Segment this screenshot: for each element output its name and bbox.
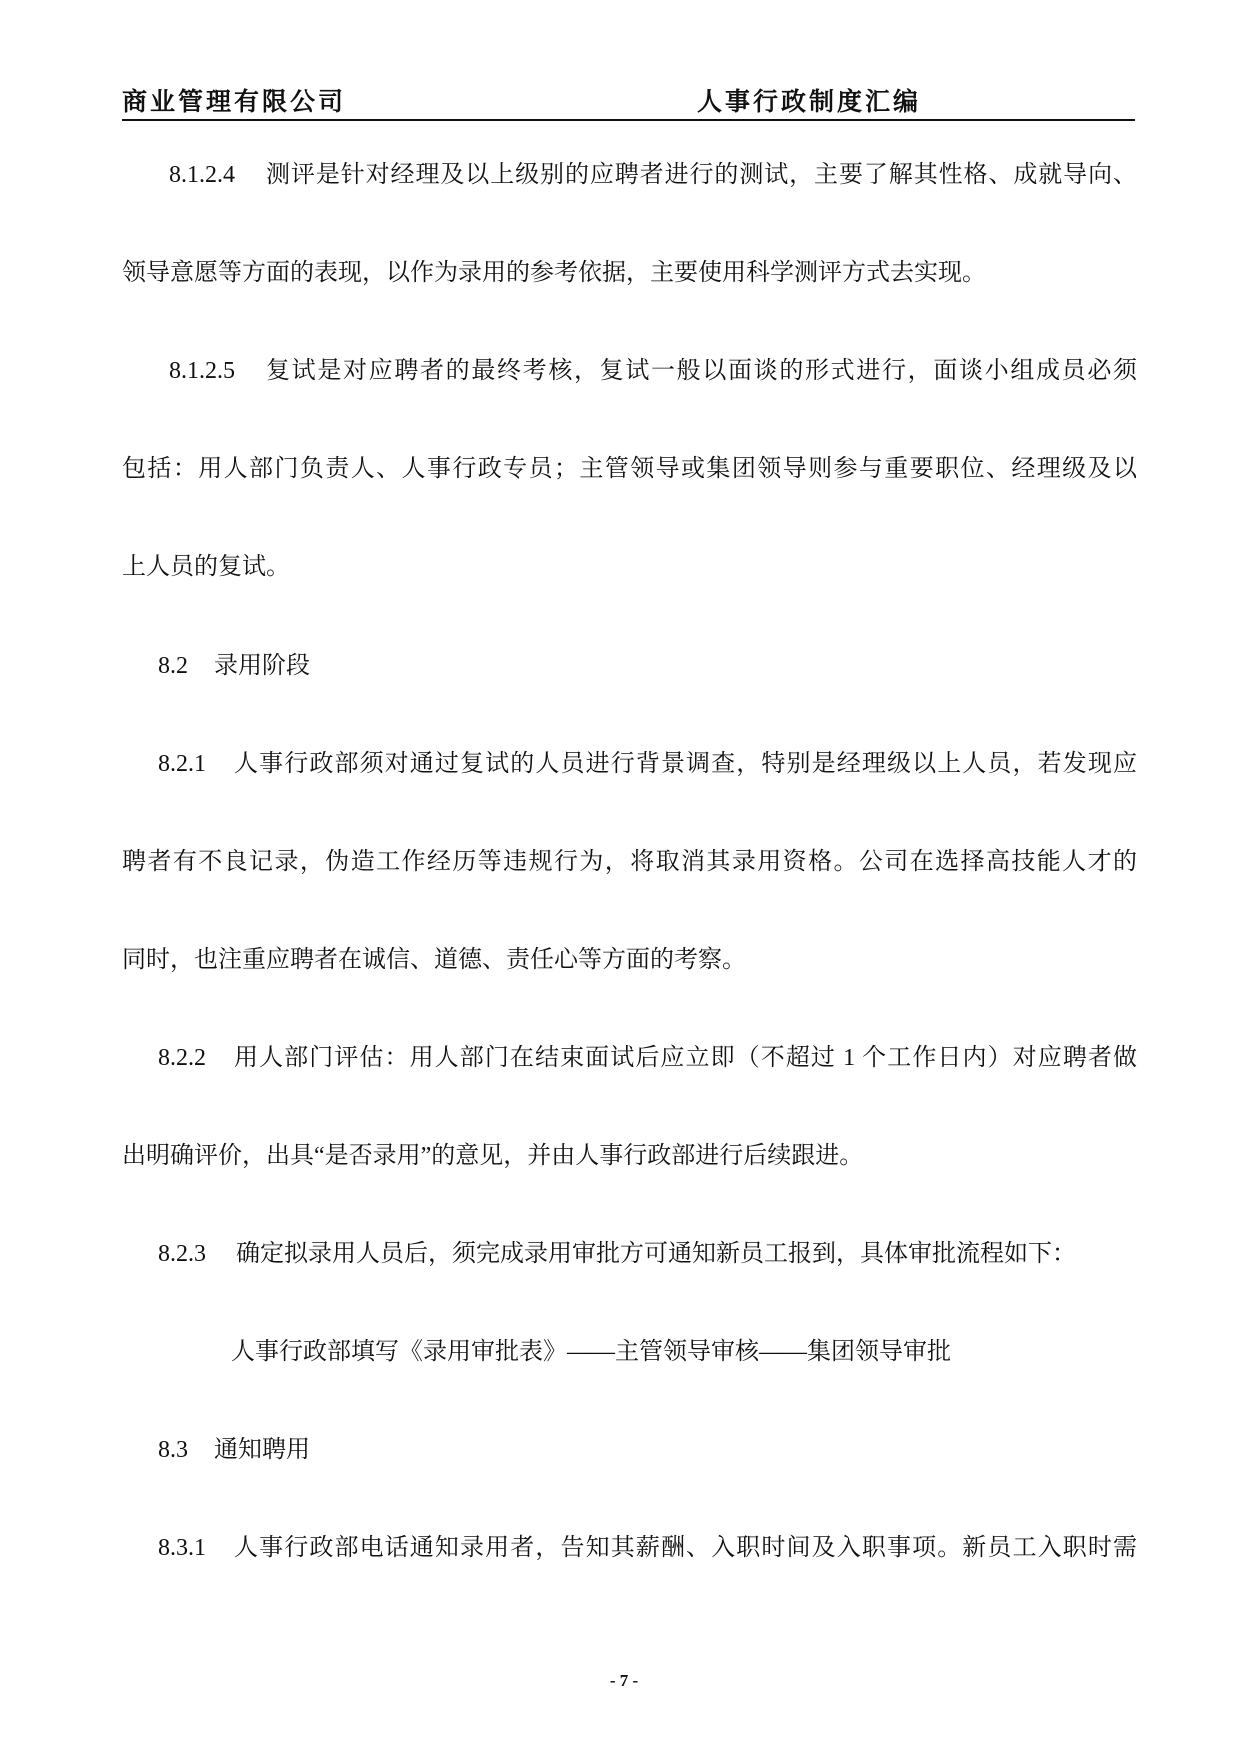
page-number: - 7 - xyxy=(609,1671,639,1690)
paragraph-line xyxy=(158,1205,1137,1303)
section-number: 8.3 xyxy=(158,1437,188,1463)
paragraph-text: 包括：用人部门负责人、人事行政专员；主管领导或集团领导则参与重要职位、经理级及以 xyxy=(122,456,1137,482)
document-title: 人事行政制度汇编 xyxy=(697,87,922,116)
section-heading xyxy=(158,617,1137,715)
paragraph-text: 测评是针对经理及以上级别的应聘者进行的测试，主要了解其性格、成就导向、 xyxy=(266,162,1137,188)
paragraph-line xyxy=(122,1107,1137,1205)
paragraph-line xyxy=(122,224,1137,322)
paragraph-text: 用人部门评估：用人部门在结束面试后应立即（不超过 1 个工作日内）对应聘者做 xyxy=(234,1045,1137,1071)
paragraph-text: 复试是对应聘者的最终考核，复试一般以面谈的形式进行，面谈小组成员必须 xyxy=(266,358,1137,384)
section-number: 8.1.2.4 xyxy=(169,162,235,188)
paragraph-text: 出明确评价，出具“是否录用”的意见，并由人事行政部进行后续跟进。 xyxy=(122,1143,864,1169)
section-number: 8.2 xyxy=(158,653,188,679)
paragraph-text: 上人员的复试。 xyxy=(122,554,290,580)
paragraph-line xyxy=(122,813,1137,911)
company-name: 商业管理有限公司 xyxy=(122,87,347,116)
section-heading xyxy=(158,1401,1137,1499)
header-rule xyxy=(122,119,1135,121)
paragraph-line xyxy=(158,1009,1137,1107)
section-number: 8.2.2 xyxy=(158,1045,206,1071)
paragraph-text: 人事行政部电话通知录用者，告知其薪酬、入职时间及入职事项。新员工入职时需 xyxy=(234,1535,1137,1561)
paragraph-line xyxy=(122,911,1137,1009)
approval-flow-line xyxy=(231,1303,1137,1401)
paragraph-line xyxy=(169,322,1137,420)
section-number: 8.2.3 xyxy=(158,1241,206,1267)
paragraph-text: 同时，也注重应聘者在诚信、道德、责任心等方面的考察。 xyxy=(122,947,746,973)
approval-flow-text: 人事行政部填写《录用审批表》——主管领导审核——集团领导审批 xyxy=(231,1339,951,1365)
section-number: 8.2.1 xyxy=(158,751,206,777)
paragraph-line xyxy=(122,420,1137,518)
paragraph-text: 领导意愿等方面的表现，以作为录用的参考依据，主要使用科学测评方式去实现。 xyxy=(122,260,986,286)
paragraph-line xyxy=(169,126,1137,224)
paragraph-text: 人事行政部须对通过复试的人员进行背景调查，特别是经理级以上人员，若发现应 xyxy=(234,751,1137,777)
section-heading-text: 录用阶段 xyxy=(214,653,310,679)
paragraph-text: 确定拟录用人员后，须完成录用审批方可通知新员工报到，具体审批流程如下： xyxy=(236,1241,1076,1267)
paragraph-text: 聘者有不良记录，伪造工作经历等违规行为，将取消其录用资格。公司在选择高技能人才的 xyxy=(122,849,1137,875)
section-heading-text: 通知聘用 xyxy=(214,1437,310,1463)
section-number: 8.1.2.5 xyxy=(169,358,235,384)
section-number: 8.3.1 xyxy=(158,1535,206,1561)
paragraph-line xyxy=(158,715,1137,813)
paragraph-line xyxy=(122,518,1137,616)
paragraph-line xyxy=(158,1499,1137,1597)
